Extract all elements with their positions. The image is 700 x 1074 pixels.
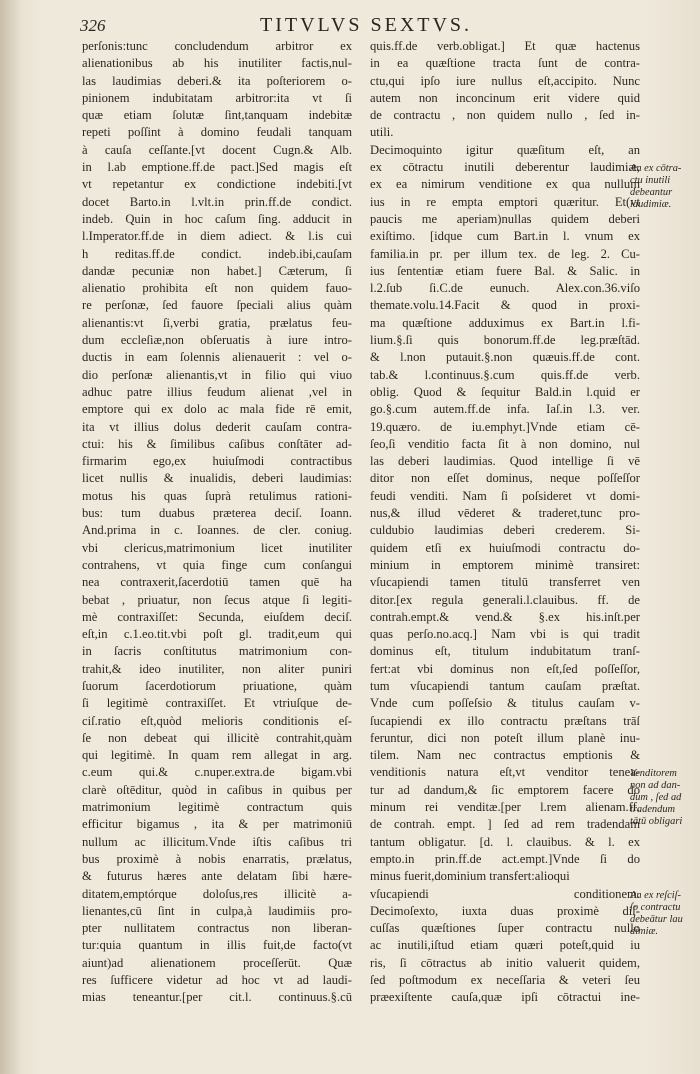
text-line: las deberi laudimias. Quod intellige ſi vē: [370, 454, 640, 469]
text-line: quæ etiam ſolutæ ſint,tanquam indebitæ: [82, 108, 352, 123]
text-line: fert:at vbi dominus non eſt,ſed poſſeſſor,: [370, 661, 640, 676]
text-line: alienatio prohibita eſt non quidem fauo-: [82, 281, 352, 296]
margin-note-line: An ex reſciſ-: [630, 890, 681, 901]
text-line: c.eum qui.& c.nuper.extra.de bigam.vbi: [82, 765, 352, 780]
text-line: autem non inconcinum erit videre quid: [370, 90, 640, 105]
text-line: mias teneantur.[per cit.l. continuus.§.cū: [82, 990, 352, 1005]
margin-note-line: non ad dan-: [630, 780, 681, 791]
text-line: dominus eſt, titulum indubitatum tranſ-: [370, 644, 640, 659]
gutter-shadow: [0, 0, 22, 1074]
text-line: contrahens, vt quia finge cum conſangui: [82, 557, 352, 572]
text-line: quis.ff.de verb.obligat.] Et quæ hactenus: [370, 39, 640, 53]
margin-note-line: tradendum: [630, 804, 676, 815]
text-line: ſuorum ſacerdotiorum priuatione, quàm: [82, 678, 352, 693]
text-line: minum rei venditæ.[per l.rem alienam.ff.: [370, 800, 640, 815]
text-line: trahit,& ideo inutiliter, non aliter puniri: [82, 661, 352, 676]
text-line: ditor.[ex regula generali.l.clauibus. ff. de: [370, 592, 640, 607]
text-line: ctu,qui ipſo iure nullus eſt,accipito. Nunc: [370, 73, 640, 88]
text-line: bus: tum duabus præterea deciſ. Ioann.: [82, 506, 352, 521]
text-line: ſed poſtmodum ex neceſſaria & veteri ſeu: [370, 973, 640, 988]
margin-note-line: debeantur: [630, 187, 673, 198]
text-line: ſi legitimè contraxiſſet. Et vtriuſque de-: [82, 696, 352, 711]
text-line: Decimoquinto igitur quæſitum eſt, an: [370, 142, 640, 157]
text-line: ſe non debeat qui illicitè contrahit,quàm: [82, 730, 352, 745]
text-line: vbi clericus,matrimonium licet inutiliter: [82, 540, 352, 555]
text-line: de contrah. empt. ] ſed ad rem tradendam: [370, 817, 640, 832]
text-line: eſt,in c.1.eo.tit.vbi poſt gl. tradit,eum qui: [82, 627, 352, 642]
text-line: contrah.empt.& vend.& §.ex his.inſt.per: [370, 609, 640, 624]
text-line: themate.volu.14.Facit & quod in proxi-: [370, 298, 640, 313]
text-line: vſucapiendi tamen titulū transferret ven: [370, 575, 640, 590]
text-line: tum vſucapiendi tantum cauſam præſtat.: [370, 678, 640, 693]
text-line: quidem etſi ex huiuſmodi contractu do-: [370, 540, 640, 555]
text-line: minium in emptorem minimè transiret:: [370, 557, 640, 572]
text-line: feudi venditi. Nam ſi poſsideret vt domi-: [370, 488, 640, 503]
text-line: familia.in pr. per illum tex. de leg. 2. Cu-: [370, 246, 640, 261]
text-line: ciſ.ratio eſt,quòd melioris conditionis eſ-: [82, 713, 352, 728]
text-line: emptore qui ex dolo ac mala fide rē emit,: [82, 402, 352, 417]
margin-note-1: [630, 163, 698, 211]
text-line: in l.ab emptione.ff.de pact.]Sed magis eſt: [82, 160, 352, 175]
text-line: 19.quæro. de iu.emphyt.]Vnde etiam cē-: [370, 419, 640, 434]
text-line: alienationibus ab his inutiliter factis,nul-: [82, 56, 352, 71]
text-line: cuſſas quæſtiones ſuper contractu nullo: [370, 921, 640, 936]
text-line: & futurus hæres ante delatam ſibi hære-: [82, 869, 352, 884]
text-line: pter nullitatem contractus non liberan-: [82, 921, 352, 936]
text-line: ma quæſtione adduximus ex Bart.in l.fi-: [370, 315, 640, 330]
text-line: ſeo,ſi venditio facta ſit à non domino, nul: [370, 436, 640, 451]
text-line: docet Barto.in l.vlt.in prin.ff.de condict.: [82, 194, 352, 209]
text-line: h reditas.ff.de condict. indeb.ibi,cauſam: [82, 246, 352, 261]
margin-note-line: Venditorem: [630, 768, 677, 779]
text-line: dio perſonæ alienantis,vt in filio qui viuo: [82, 367, 352, 382]
text-line: indeb. Quin in hoc caſum ſing. adducit in: [82, 211, 352, 226]
text-line: & l.non putauit.§.non quæuis.ff.de cont.: [370, 350, 640, 365]
text-line: nus,& illud vēderet & traderet,tunc pro-: [370, 506, 640, 521]
text-line: vt repetantur ex condictione indebiti.[vt: [82, 177, 352, 192]
text-line: alienantis:vt ſi,verbi gratia, prælatus feu-: [82, 315, 352, 330]
running-title: TITVLVS SEXTVS.: [260, 14, 473, 36]
margin-note-line: An ex cōtra-: [630, 163, 682, 174]
text-line: efficitur bigamus , ita & per matrimoniū: [82, 817, 352, 832]
text-line: in ſacris conſtitutus matrimonium con-: [82, 644, 352, 659]
text-line: las laudimias deberi.& ita poſteriorem o-: [82, 73, 352, 88]
text-line: utili.: [370, 125, 394, 140]
right-text-column: [370, 38, 640, 1007]
text-line: mè contraxiſſet: Secunda, eiuſdem deciſ.: [82, 609, 352, 624]
text-line: Vnde cum poſſeſsio & titulus cauſam v-: [370, 696, 640, 711]
text-line: ditor non eſſet dominus, neque poſſeſſor: [370, 471, 640, 486]
text-line: ditatem,emptórque doloſus,res illicitè a-: [82, 886, 352, 901]
text-line: bebat , priuatur, non ſecus atque ſi legiti-: [82, 592, 352, 607]
text-line: ita vt illius dolus dederit cauſam contra-: [82, 419, 352, 434]
text-line: ius in re empta emptori quæritur. Et(vt: [370, 194, 640, 209]
margin-note-2: [630, 768, 698, 828]
text-line: lium.§.ſi quis bonorum.ff.de leg.præſtād.: [370, 333, 640, 348]
text-line: tab.& l.continuus.§.cum quis.ff.de verb.: [370, 367, 640, 382]
text-line: And.prima in c. Ioannes. de cler. coniug.: [82, 523, 352, 538]
text-line: quas perſo.no.acq.] Nam vbi is qui tradit: [370, 627, 640, 642]
text-line: lienantes,cū ſint in culpa,à laudimiis pro-: [82, 903, 352, 918]
text-line: ctui: his & ſimilibus caſibus conſtāter ad-: [82, 436, 352, 451]
text-line: culdubio laudimias deberi crederem. Si-: [370, 523, 640, 538]
text-line: dandæ pecuniæ non habet.] Cæterum, ſi: [82, 263, 352, 278]
text-line: à cauſa ceſſante.[vt docent Cugn.& Alb.: [82, 142, 352, 157]
text-line: Decimoſexto, iuxta duas proximè diſ-: [370, 903, 640, 918]
text-line: empto.in prin.ff.de act.empt.]Vnde ſi do: [370, 851, 640, 866]
text-line: perſonis:tunc concludendum arbitror ex: [82, 39, 352, 53]
text-line: l.2.ſub ſi.C.de eunuch. Alex.con.36.viſo: [370, 281, 640, 296]
page-number: 326: [80, 16, 106, 35]
text-line: dum eccleſiæ,non obſeruatis à iure intro-: [82, 333, 352, 348]
text-line: repeti poſſint à domino feudali tanquam: [82, 125, 352, 140]
text-line: aiunt)ad alienationem proceſſerūt. Quæ: [82, 955, 352, 970]
margin-note-line: dum , ſed ad: [630, 792, 682, 803]
text-line: in ea quæſtione tracta ſunt de contra-: [370, 56, 640, 71]
text-line: tilem. Nam nec contractus emptionis &: [370, 748, 640, 763]
text-line: motus his quas ſuprà retulimus rationi-: [82, 488, 352, 503]
text-line: oblig. Quod & ſequitur Bald.in l.quid er: [370, 384, 640, 399]
margin-note-line: ſo contractu: [630, 902, 681, 913]
text-line: re perſonæ, ſed fauore ſpeciali alius quàm: [82, 298, 352, 313]
text-line: de contractu , non quidem nullo , ſed in-: [370, 108, 640, 123]
text-line: qui legitimè. In quam rem allegat in arg.: [82, 748, 352, 763]
left-text-column: [82, 38, 352, 1007]
text-line: firmarim ego,ex huiuſmodi contractibus: [82, 454, 352, 469]
margin-note-line: laudimiæ.: [630, 199, 672, 210]
margin-note-line: tātū obligari: [630, 816, 683, 827]
text-line: ductis in eam ſolennis alienauerit : vel o-: [82, 350, 352, 365]
text-line: tur:quia quantum in illis fuit,de facto(vt: [82, 938, 352, 953]
text-line: minus fuerit,dominium transfert:alioqui: [370, 869, 570, 884]
text-line: vſucapiendi conditionem.: [370, 886, 640, 901]
margin-note-3: [630, 890, 698, 938]
text-line: ſucapiendi ex illo contractu præſtans trāſ: [370, 713, 640, 728]
text-line: nea contraxerit,ſacerdotiū tamen quē ha: [82, 575, 352, 590]
text-line: ex ea nimirum venditione ex qua nullum: [370, 177, 640, 192]
text-line: venditionis natura eſt,vt venditor tenea-: [370, 765, 640, 780]
text-line: res ſufficere videtur ad hoc vt ad laudi-: [82, 973, 352, 988]
text-line: adhuc patre illius feudum alienat ,vel in: [82, 384, 352, 399]
text-line: tur ad dandum,& ſic emptorem facere do: [370, 782, 640, 797]
text-line: tantum obligatur. [d. l. clauibus. & l. ex: [370, 834, 640, 849]
text-line: exiſtimo. [idque cum Bart.in l. vnum ex: [370, 229, 640, 244]
text-line: go.§.cum autem.ff.de infa. Iaſ.in l.3. ver.: [370, 402, 640, 417]
text-line: nullum ac illicitum.Vnde iſtis caſibus tri: [82, 834, 352, 849]
margin-note-line: ctu inutili: [630, 175, 671, 186]
text-line: ris, ſi cōtractus ab initio valuerit quidem,: [370, 955, 640, 970]
text-line: ius ſententiæ etiam fuere Bal. & Salic. in: [370, 263, 640, 278]
margin-note-line: dimiæ.: [630, 926, 659, 937]
text-line: licet nullis & inualidis, deberi laudimias:: [82, 471, 352, 486]
text-line: bus proximè à nobis enarratis, prælatus,: [82, 851, 352, 866]
text-line: paucis me aperiam)nullas quidem deberi: [370, 211, 640, 226]
text-line: pinionem indubitatam arbitror:ita vt ſi: [82, 90, 352, 105]
text-line: ac inutili,iſtud etiam quæri poteſt,quid iu: [370, 938, 640, 953]
margin-note-line: debeātur lau: [630, 914, 683, 925]
text-line: præexiſtente cauſa,quæ ipſi cōtractui ine-: [370, 990, 640, 1005]
page-header: [80, 8, 640, 38]
text-line: matrimonium legitimè contractum quis: [82, 800, 352, 815]
text-line: clarè oſtēditur, quòd in caſibus in quibus per: [82, 782, 352, 797]
text-line: feruntur, dici non poteſt illum planè inu-: [370, 730, 640, 745]
text-line: ex cōtractu inutili deberentur laudimiæ,: [370, 160, 640, 175]
text-line: l.Imperator.ff.de in diem adiect. & l.is cui: [82, 229, 352, 244]
